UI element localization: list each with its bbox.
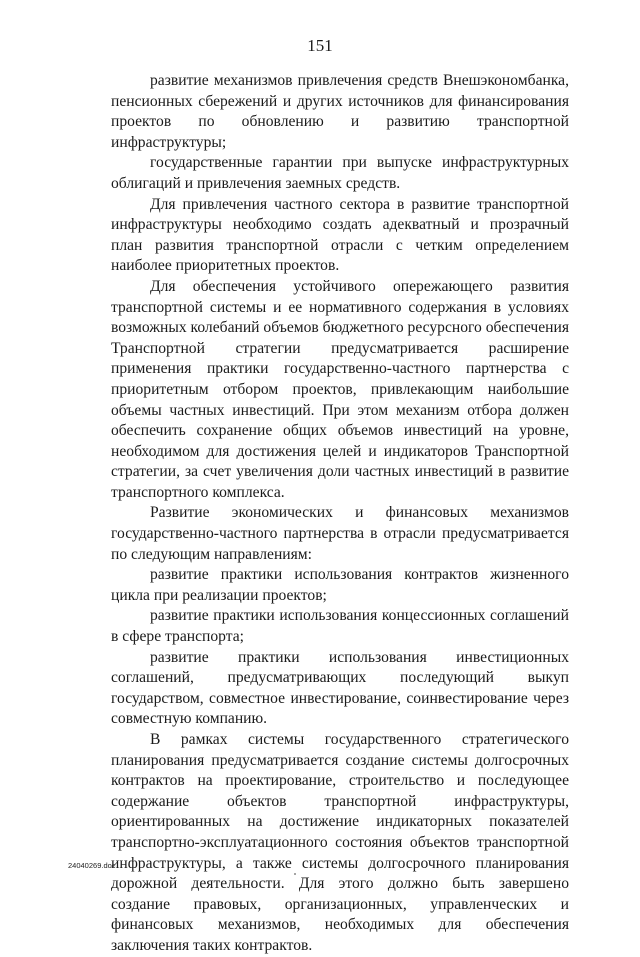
paragraph-investment-agreements: развитие практики использования инвестиционных соглашений, предусматривающих последующий выкуп государством, совместное инвестирование, соинвестирование через совместную компанию.: [111, 648, 569, 728]
document-filename: 24040269.doc: [68, 861, 116, 870]
paragraph-state-guarantees: государственные гарантии при выпуске инфраструктурных облигаций и привлечения заемных средств.: [111, 154, 569, 192]
paragraph-life-cycle-contracts: развитие практики использования контрактов жизненного цикла при реализации проектов;: [111, 566, 569, 604]
page-number: 151: [307, 36, 333, 55]
paragraph-private-sector-plan: Для привлечения частного сектора в развитие транспортной инфраструктуры необходимо создать адекватный и прозрачный план развития транспортной отрасли с четким определением наиболее приоритетных проектов.: [111, 195, 569, 275]
document-body: [111, 71, 569, 957]
paragraph-long-term-contracts: В рамках системы государственного стратегического планирования предусматривается создание системы долгосрочных контрактов на проектирование, строительство и последующее содержание объектов транспортной инфраструктуры, ориентированных на достижение индикаторных показателей транспортно-эксплуатационного состояния объектов транспортной инфраструктуры, а также системы долгосрочного планирования дорожной деятельности. Для этого должно быть завершено создание правовых, организационных, управленческих и финансовых механизмов, необходимых для обеспечения заключения таких контрактов.: [111, 731, 569, 954]
scan-speck: [294, 873, 296, 875]
paragraph-ppp-directions-intro: Развитие экономических и финансовых механизмов государственно-частного партнерства в отрасли предусматривается по следующим направлениям:: [111, 504, 569, 563]
paragraph-ppp-expansion: Для обеспечения устойчивого опережающего развития транспортной системы и ее нормативного содержания в условиях возможных колебаний объемов бюджетного ресурсного обеспечения Транспортной стратегии предусматривается расширение применения практики государственно-частного партнерства с приоритетным отбором проектов, привлекающим наибольшие объемы частных инвестиций. При этом механизм отбора должен обеспечить сохранение общих объемов инвестиций на уровне, необходимом для достижения целей и индикаторов Транспортной стратегии, за счет увеличения доли частных инвестиций в развитие транспортного комплекса.: [111, 277, 569, 501]
paragraph-veb-mechanisms: развитие механизмов привлечения средств Внешэкономбанка, пенсионных сбережений и других источников для финансирования проектов по обновлению и развитию транспортной инфраструктуры;: [111, 72, 569, 151]
paragraph-concession-agreements: развитие практики использования концессионных соглашений в сфере транспорта;: [111, 607, 569, 646]
